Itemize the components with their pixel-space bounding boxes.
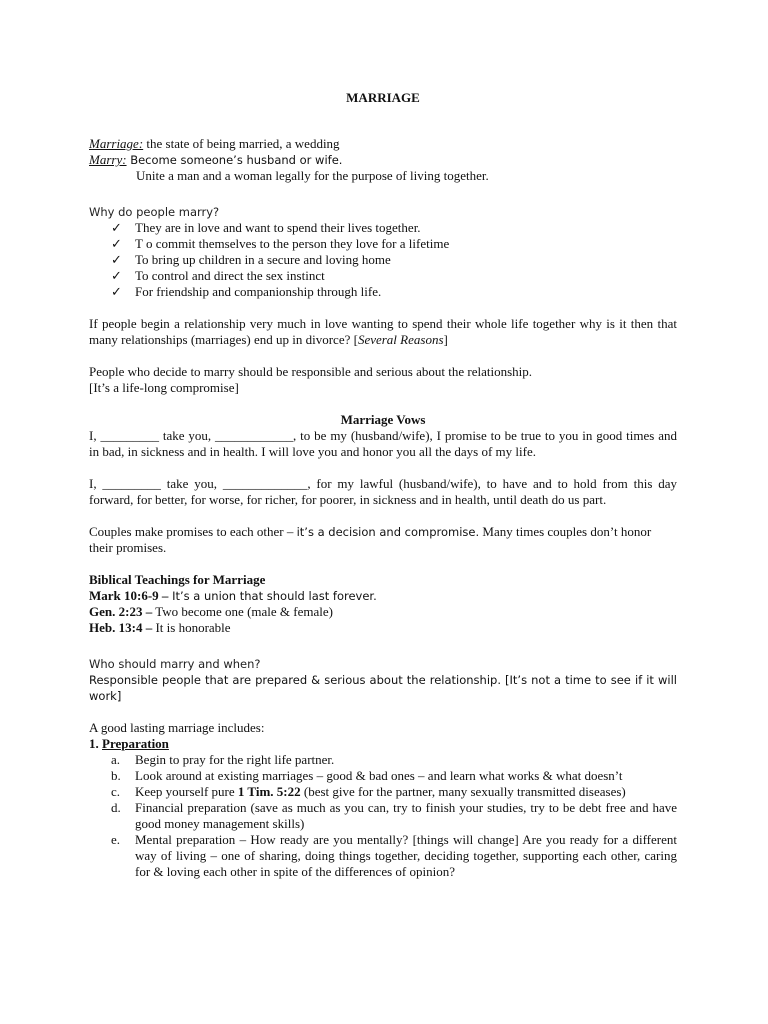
list-item: e. Mental preparation – How ready are you mentally? [things will change] Are you ready for a different way of living – one of sharing, doing things together, deciding together, supporting each other, caring for & loving each other in spite of the differences of opinion? bbox=[111, 832, 677, 879]
checkmark-icon: ✓ bbox=[111, 252, 122, 267]
who-paragraph: Responsible people that are prepared & serious about the relationship. [It’s not a time to see if it will work] bbox=[89, 673, 677, 703]
list-item: ✓ To control and direct the sex instinct bbox=[111, 268, 325, 283]
lasting-intro: A good lasting marriage includes: bbox=[89, 720, 265, 735]
vows-heading: Marriage Vows bbox=[340, 412, 426, 427]
list-item: a. Begin to pray for the right life partner. bbox=[111, 752, 335, 767]
checkmark-icon: ✓ bbox=[111, 236, 122, 251]
list-item: Heb. 13:4 – It is honorable bbox=[89, 620, 231, 635]
responsible-paragraph: People who decide to marry should be responsible and serious about the relationship. bbox=[89, 364, 532, 379]
checkmark-icon: ✓ bbox=[111, 284, 122, 299]
biblical-heading: Biblical Teachings for Marriage bbox=[89, 572, 266, 587]
vow-2: I, _________ take you, _____________, for my lawful (husband/wife), to have and to hold from this day forward, for better, for worse, for richer, for poorer, in sickness and in health, until death do us part. bbox=[89, 476, 677, 507]
who-heading: Who should marry and when? bbox=[89, 657, 261, 671]
list-item: ✓ They are in love and want to spend their lives together. bbox=[111, 220, 421, 235]
term-marry: Marry: bbox=[89, 152, 127, 167]
definition-marriage: Marriage: the state of being married, a wedding bbox=[89, 136, 340, 151]
document-body bbox=[89, 90, 677, 880]
list-item: ✓ For friendship and companionship through life. bbox=[111, 284, 382, 299]
term-marriage: Marriage: bbox=[89, 136, 144, 151]
definition-marry: Marry: Become someone’s husband or wife. bbox=[89, 152, 343, 167]
biblical-list bbox=[89, 588, 677, 636]
definition-marry-2: Unite a man and a woman legally for the purpose of living together. bbox=[136, 168, 489, 183]
why-list bbox=[89, 220, 677, 300]
why-heading: Why do people marry? bbox=[89, 205, 220, 219]
list-item: b. Look around at existing marriages – good & bad ones – and learn what works & what doesn’t bbox=[111, 768, 623, 783]
list-item: Mark 10:6-9 – It’s a union that should last forever. bbox=[89, 588, 377, 603]
divorce-paragraph: If people begin a relationship very much in love wanting to spend their whole life together why is it then that many relationships (marriages) end up in divorce? [Several Reasons] bbox=[89, 316, 677, 347]
list-item: Gen. 2:23 – Two become one (male & female) bbox=[89, 604, 333, 619]
list-item: ✓ To bring up children in a secure and loving home bbox=[111, 252, 391, 267]
vow-1: I, _________ take you, ____________, to be my (husband/wife), I promise to be true to you in good times and in bad, in sickness and in health. I will love you and honor you all the days of my life. bbox=[89, 428, 677, 459]
list-item: c. Keep yourself pure 1 Tim. 5:22 (best give for the partner, many sexually transmitted diseases) bbox=[111, 784, 626, 799]
preparation-list bbox=[89, 752, 677, 880]
preparation-heading: 1. Preparation bbox=[89, 736, 169, 751]
list-item: d. Financial preparation (save as much as you can, try to finish your studies, try to be debt free and have good money management skills) bbox=[111, 800, 677, 831]
definitions bbox=[89, 136, 677, 184]
checkmark-icon: ✓ bbox=[111, 268, 122, 283]
couples-paragraph: Couples make promises to each other – it’s a decision and compromise. Many times couples don’t honor their promises. bbox=[89, 524, 652, 555]
responsible-note: [It’s a life-long compromise] bbox=[89, 380, 239, 395]
list-item: ✓ T o commit themselves to the person they love for a lifetime bbox=[111, 236, 450, 251]
page-title: MARRIAGE bbox=[346, 90, 420, 105]
checkmark-icon: ✓ bbox=[111, 220, 122, 235]
